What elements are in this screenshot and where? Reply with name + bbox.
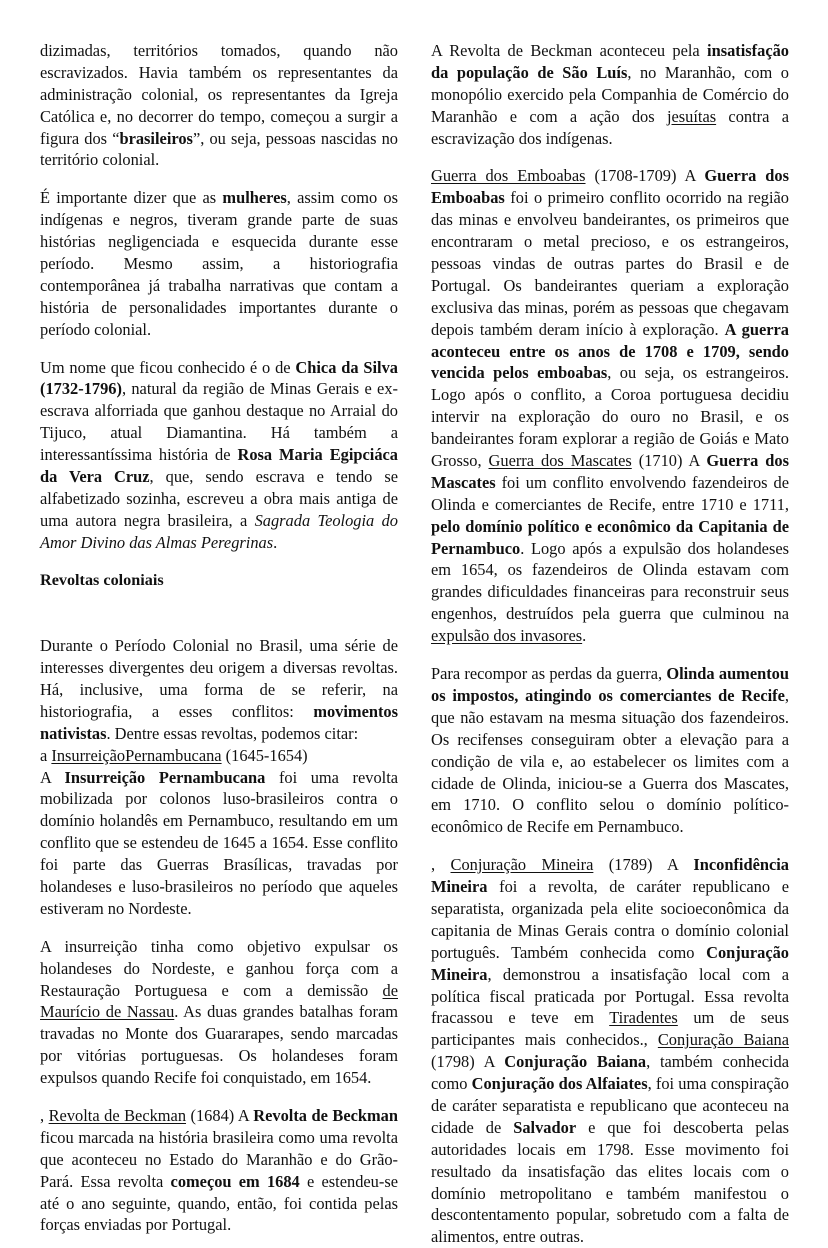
underlined-text: jesuítas	[666, 106, 717, 126]
plain-text: , assim como os indígenas e negros, tiveram grande parte de suas histórias negligenciada e esquecida durante esse período. Mesmo assim, a historiografia contemporânea já trabalha narrativas que contam a história de personalidades importantes durante o período colonial.	[40, 188, 398, 339]
plain-text: É importante dizer que as	[40, 188, 223, 208]
revolt-entry-label	[40, 745, 398, 767]
plain-text: a	[40, 745, 52, 765]
plain-text: foi a revolta, de caráter republicano e separatista, organizada pela elite socioeconômica da capitania de Minas Gerais contra o domínio colonial português. Também conhecida como	[431, 877, 789, 962]
paragraph	[431, 854, 789, 1248]
plain-text: um de seus participantes mais conhecidos.,	[431, 1008, 789, 1050]
plain-text: .	[582, 626, 587, 646]
bold-text: brasileiros	[119, 128, 193, 148]
bold-text: Revolta de Beckman	[253, 1106, 398, 1126]
plain-text: Um nome que ficou conhecido é o de	[40, 357, 296, 377]
bold-text: Chica da Silva (1732-1796)	[40, 357, 398, 399]
paragraph	[431, 663, 789, 838]
bold-text: Conjuração Mineira	[431, 942, 789, 984]
plain-text: ,	[431, 855, 451, 875]
paragraph	[40, 936, 398, 1089]
plain-text: (1789) A	[593, 855, 694, 875]
plain-text: foi uma revolta mobilizada por colonos luso-brasileiros contra o domínio holandês em Pernambuco, resultando em um conflito que se estendeu de 1645 a 1654. Esse conflito foi parte das Guerras Brasílicas, travadas por holandeses e luso-brasileiros no período que aqueles estiveram no Nordeste.	[40, 767, 399, 918]
bold-text: Rosa Maria Egipciáca da Vera Cruz	[40, 445, 398, 487]
paragraph	[431, 40, 789, 149]
plain-text: , foi uma conspiração de caráter separatista e republicano que aconteceu na cidade de	[431, 1074, 790, 1137]
italic-text: Sagrada Teologia do Amor Divino das Almas Peregrinas	[40, 510, 398, 552]
plain-text: , demonstrou a insatisfação local com a política fiscal praticada por Portugal. Essa revolta fracassou e teve em	[431, 964, 789, 1028]
underlined-text: Guerra dos Mascates	[488, 451, 632, 471]
plain-text: , que não estavam na mesma situação dos fazendeiros. Os recifenses conseguiram obter a elevação para a condição de vila e, ao estabelecer os limites com a cidade de Olinda, iniciou-se a Guerra dos Mascates, em 1710. O conflito selou o domínio político-econômico de Recife em Pernambuco.	[431, 685, 789, 837]
paragraph	[40, 1105, 398, 1236]
plain-text: . Dentre essas revoltas, podemos citar:	[106, 723, 359, 743]
underlined-text: Conjuração Baiana	[657, 1030, 789, 1050]
two-column-body	[40, 40, 798, 1247]
plain-text: e que foi descoberta pelas autoridades locais em 1798. Esse movimento foi resultado da insatisfação das elites locais com o domínio metropolitano e também manifestou o descontentamento popular, sobretudo com a falta de alimentos, entre outras.	[431, 1117, 790, 1247]
bold-text: Conjuração Baiana	[504, 1052, 647, 1072]
bold-text: movimentos nativistas	[40, 701, 398, 743]
plain-text: contra a escravização dos indígenas.	[431, 106, 789, 148]
plain-text: . Logo após a expulsão dos holandeses em 1654, os fazendeiros de Olinda estavam com grandes dificuldades financeiras para reconstruir seus engenhos, destruídos pela guerra que culminou na	[431, 538, 789, 624]
plain-text: Para recompor as perdas da guerra,	[431, 664, 667, 684]
left-column	[40, 40, 398, 1236]
plain-text: . As duas grandes batalhas foram travadas no Monte dos Guararapes, sendo marcadas por vitórias portuguesas. Os holandeses foram expulsos quando Recife foi conquistado, em 1654.	[40, 1002, 398, 1088]
paragraph	[40, 767, 398, 920]
plain-text: Durante o Período Colonial no Brasil, uma série de interesses divergentes deu origem a diversas revoltas. Há, inclusive, uma forma de se referir, na historiografia, a esses conflitos:	[40, 636, 398, 721]
plain-text: ,	[40, 1106, 49, 1126]
plain-text: , que, sendo escrava e tendo se alfabetizado sozinha, escreveu a obra mais antiga de uma autora negra brasileira, a	[40, 467, 398, 530]
plain-text: .	[273, 532, 278, 552]
plain-text: A	[40, 767, 65, 787]
heading-spacer	[40, 591, 398, 635]
bold-text: Guerra dos Emboabas	[431, 166, 789, 208]
underlined-text: Conjuração Mineira	[450, 855, 594, 875]
paragraph	[40, 40, 398, 171]
plain-text: (1684) A	[186, 1106, 254, 1126]
plain-text: (1708-1709) A	[585, 166, 705, 186]
underlined-text: Guerra dos Emboabas	[431, 166, 586, 186]
right-column	[431, 40, 789, 1248]
plain-text: (1710) A	[631, 451, 707, 471]
plain-text: foi o primeiro conflito ocorrido na região das minas e envolveu bandeirantes, os primeiros que encontraram o metal precioso, e os estrangeiros, pessoas vindas de outras partes do Brasil e de Portugal. Os bandeirantes queriam a exploração exclusiva das minas, porém as pessoas que chegavam depois também deram início à exploração.	[431, 188, 789, 339]
plain-text: A Revolta de Beckman aconteceu pela	[431, 41, 708, 60]
plain-text: dizimadas, territórios tomados, quando não escravizados. Havia também os representantes da administração colonial, os representantes da Igreja Católica e, no decorrer do tempo, começou a surgir a figura dos “	[40, 41, 398, 148]
plain-text: ”, ou seja, pessoas nascidas no território colonial.	[40, 128, 398, 170]
bold-text: Insurreição Pernambucana	[64, 767, 266, 787]
plain-text: foi um conflito envolvendo fazendeiros de Olinda e comerciantes de Recife, entre 1710 e 1711,	[431, 472, 789, 514]
underlined-text: expulsão dos invasores	[431, 626, 583, 646]
paragraph	[40, 187, 398, 340]
plain-text: (1645-1654)	[221, 745, 308, 765]
bold-text: Salvador	[513, 1117, 577, 1137]
plain-text: ficou marcada na história brasileira como uma revolta que aconteceu no Estado do Maranhão e do Grão-Pará. Essa revolta	[40, 1127, 398, 1191]
plain-text: A insurreição tinha como objetivo expulsar os holandeses do Nordeste, e ganhou força com a Restauração Portuguesa e com a demissão	[40, 936, 398, 1000]
bold-text: Olinda aumentou os impostos, atingindo os comerciantes de Recife	[431, 664, 789, 705]
underlined-text: Revolta de Beckman	[48, 1106, 187, 1126]
underlined-text: de Maurício de Nassau	[40, 980, 398, 1022]
bold-text: Inconfidência Mineira	[431, 855, 789, 897]
bold-text: insatisfação da população de São Luís	[431, 41, 789, 82]
plain-text: , também conhecida como	[431, 1052, 789, 1094]
plain-text: e estendeu-se até o ano seguinte, quando, então, foi contida pelas forças enviadas por Portugal.	[40, 1171, 398, 1235]
paragraph	[40, 357, 398, 554]
bold-text: começou em 1684	[170, 1171, 300, 1191]
plain-text: , no Maranhão, com o monopólio exercido pela Companhia de Comércio do Maranhão e com a ação dos	[431, 62, 789, 126]
bold-text: Conjuração dos Alfaiates	[471, 1074, 648, 1094]
bold-text: pelo domínio político e econômico da Capitania de Pernambuco	[431, 516, 789, 558]
bold-text: mulheres	[222, 188, 287, 208]
plain-text: , natural da região de Minas Gerais e ex-escrava alforriada que ganhou destaque no Arraial do Tijuco, atual Diamantina. Há também a interessantíssima história de	[40, 379, 398, 465]
underlined-text: InsurreiçãoPernambucana	[51, 745, 222, 765]
bold-text: Guerra dos Mascates	[431, 451, 789, 492]
plain-text: , ou seja, os estrangeiros. Logo após o conflito, a Coroa portuguesa decidiu intervir na exploração do ouro no Brasil, e os bandeirantes foram explorar a região de Goiás e Mato Grosso,	[431, 363, 789, 471]
underlined-text: Tiradentes	[609, 1008, 678, 1028]
bold-text: A guerra aconteceu entre os anos de 1708 e 1709, sendo vencida pelos emboabas	[431, 319, 789, 383]
paragraph	[431, 165, 789, 647]
paragraph	[40, 635, 398, 744]
section-heading-revoltas-coloniais: Revoltas coloniais	[40, 570, 164, 589]
plain-text: (1798) A	[431, 1052, 505, 1072]
